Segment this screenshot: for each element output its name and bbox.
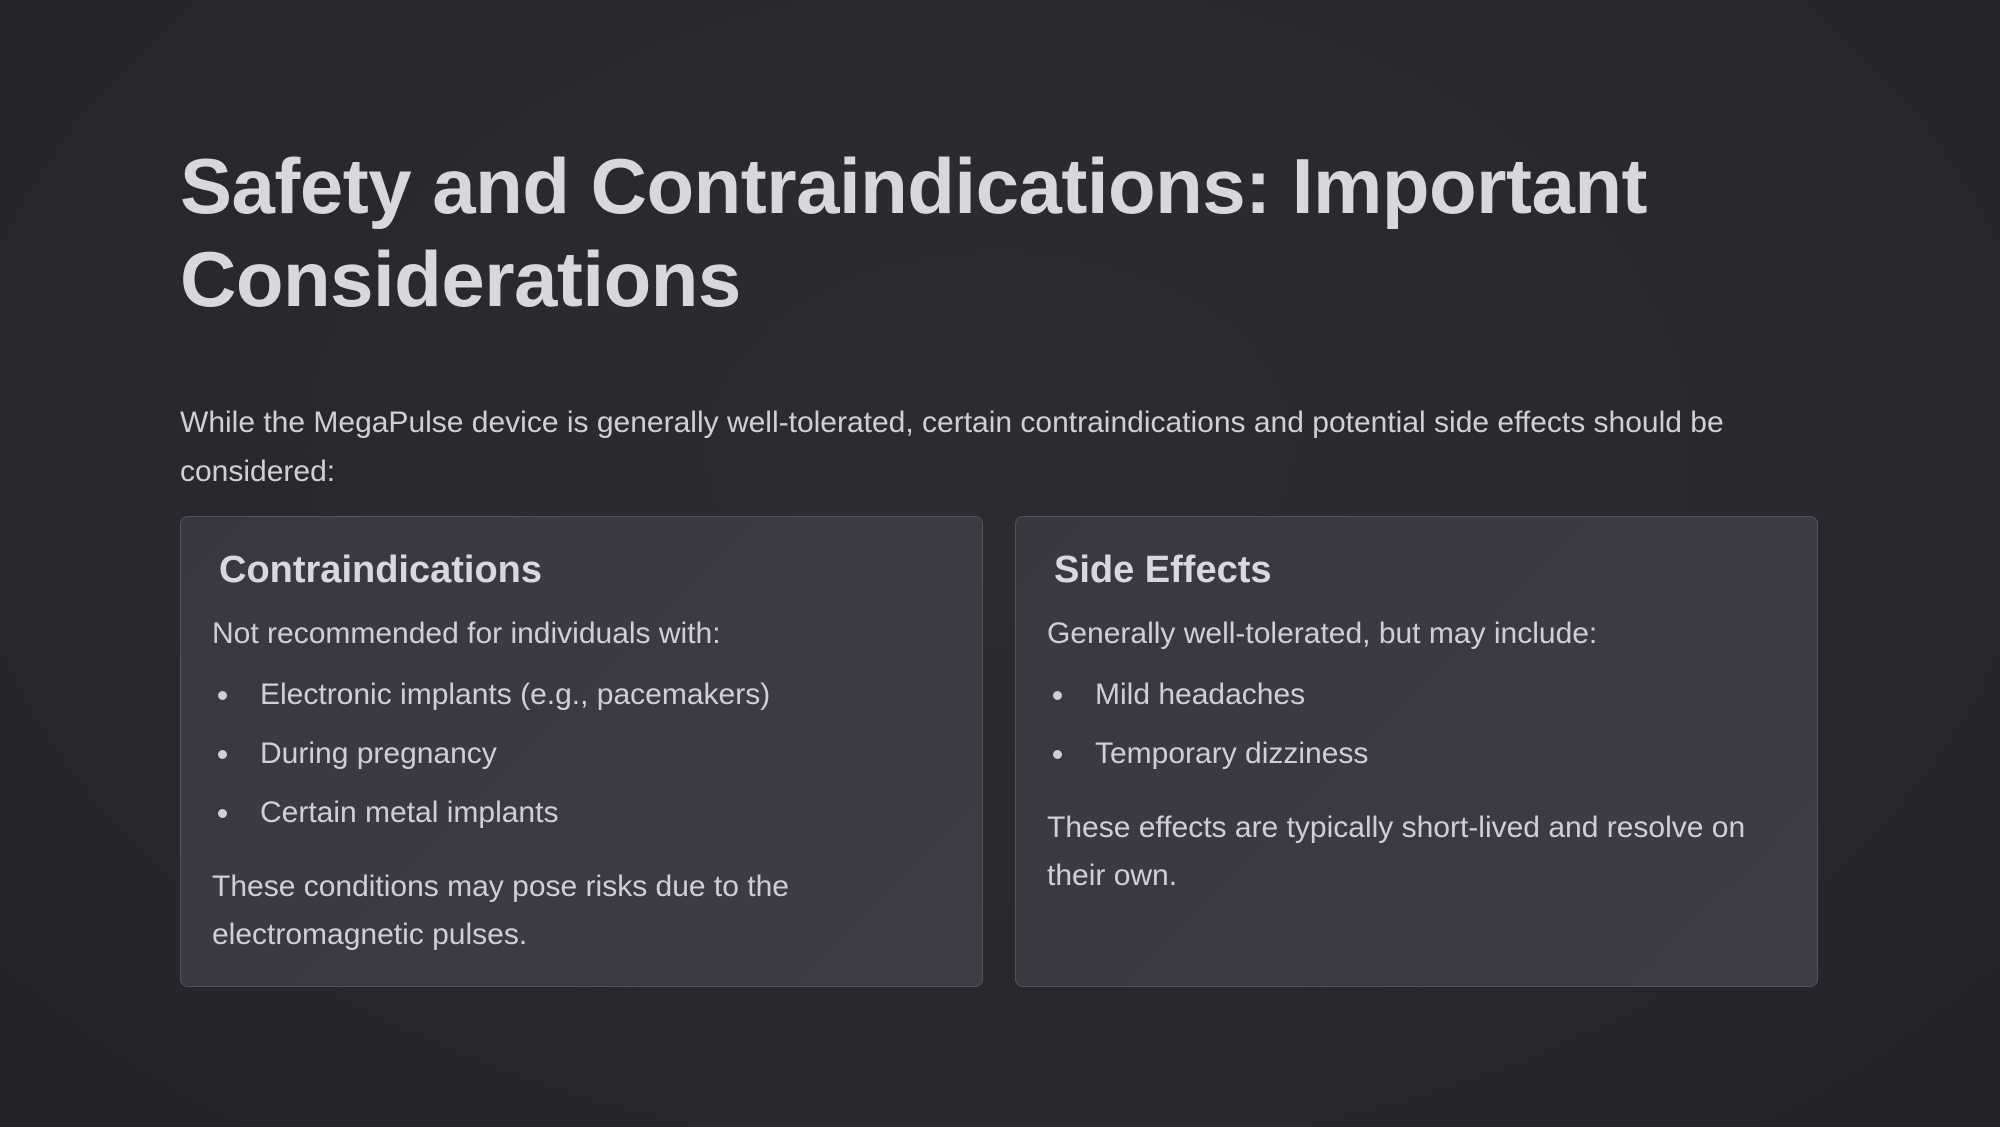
list-item-text: Electronic implants (e.g., pacemakers) [260,678,771,711]
card-title: Contraindications [219,549,543,591]
bullet-icon [218,691,227,700]
list-item-text: Certain metal implants [260,796,559,829]
card-title: Side Effects [1054,549,1272,591]
bullet-icon [218,750,227,759]
bullet-icon [1053,750,1062,759]
page-title: Safety and Contraindications: Important Considerations [180,142,1647,323]
list-item [1047,734,1368,774]
card-lead: Not recommended for individuals with: [212,617,721,650]
list-item [212,793,770,833]
side-effects-card [1015,516,1818,987]
list-item-text: Temporary dizziness [1095,737,1369,770]
card-lead: Generally well-tolerated, but may include: [1047,617,1598,650]
bullet-icon [1053,691,1062,700]
list-item-text: During pregnancy [260,737,497,770]
bullet-icon [218,809,227,818]
cards-row [180,516,1820,989]
contraindications-card [180,516,983,987]
list-item [212,675,770,715]
card-note: These effects are typically short-lived and resolve on their own. [1047,811,1746,892]
list-item-text: Mild headaches [1095,678,1306,711]
list-item [1047,675,1368,715]
contraindications-list [212,675,770,852]
card-note: These conditions may pose risks due to the electromagnetic pulses. [212,870,789,951]
side-effects-list [1047,675,1368,793]
slide-content [180,140,1820,951]
list-item [212,734,770,774]
intro-paragraph: While the MegaPulse device is generally well-tolerated, certain contraindications and potential side effects should be considered: [180,406,1724,488]
